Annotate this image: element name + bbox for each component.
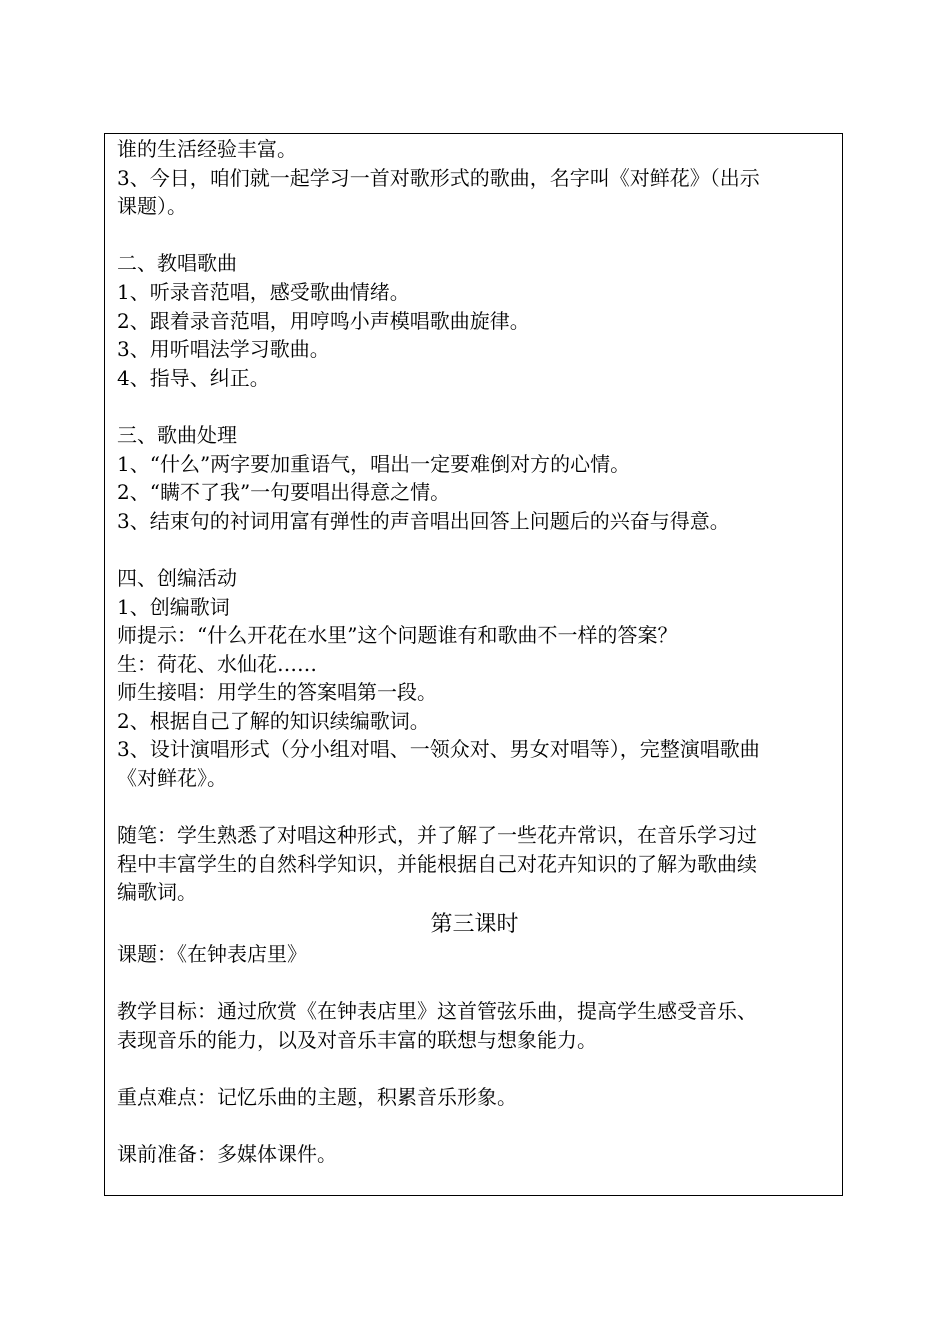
text-line: 2、“瞒不了我”一句要唱出得意之情。 — [117, 480, 451, 505]
text-line: 3、设计演唱形式（分小组对唱、一领众对、男女对唱等），完整演唱歌曲 — [117, 737, 760, 762]
blank-line — [117, 1054, 832, 1083]
section-heading-song-processing: 三、歌曲处理 — [117, 422, 237, 447]
goal-line: 表现音乐的能力，以及对音乐丰富的联想与想象能力。 — [117, 1027, 597, 1052]
section-heading-teach-song: 二、教唱歌曲 — [117, 251, 237, 276]
blank-line — [117, 969, 832, 998]
lesson-plan-content — [117, 134, 832, 1169]
blank-line — [117, 1112, 832, 1141]
text-line: 谁的生活经验丰富。 — [117, 137, 297, 161]
lesson-3-title: 第三课时 — [430, 912, 519, 938]
note-line: 程中丰富学生的自然科学知识，并能根据自己对花卉知识的了解为歌曲续 — [117, 851, 757, 876]
text-line: 4、指导、纠正。 — [117, 365, 270, 390]
prep-line: 课前准备：多媒体课件。 — [117, 1142, 337, 1167]
text-line: 《对鲜花》。 — [117, 766, 227, 791]
goal-line: 教学目标：通过欣赏《在钟表店里》这首管弦乐曲，提高学生感受音乐、 — [117, 999, 757, 1024]
text-line: 课题）。 — [117, 194, 187, 219]
note-line: 编歌词。 — [117, 880, 197, 905]
blank-line — [117, 392, 832, 421]
blank-line — [117, 793, 832, 822]
text-line: 3、用听唱法学习歌曲。 — [117, 337, 330, 362]
topic-line: 课题：《在钟表店里》 — [117, 942, 307, 967]
text-line: 1、听录音范唱，感受歌曲情绪。 — [117, 279, 410, 304]
section-heading-creative-activity: 四、创编活动 — [117, 565, 237, 590]
text-line: 师提示：“什么开花在水里”这个问题谁有和歌曲不一样的答案？ — [117, 623, 678, 648]
text-line: 3、结束句的衬词用富有弹性的声音唱出回答上问题后的兴奋与得意。 — [117, 508, 730, 533]
blank-line — [117, 535, 832, 564]
text-line: 师生接唱：用学生的答案唱第一段。 — [117, 680, 437, 705]
text-line: 2、根据自己了解的知识续编歌词。 — [117, 708, 430, 733]
text-line: 生：荷花、水仙花…… — [117, 651, 317, 676]
text-line: 1、创编歌词 — [117, 594, 230, 619]
text-line: 2、跟着录音范唱，用哼鸣小声模唱歌曲旋律。 — [117, 308, 530, 333]
note-line: 随笔：学生熟悉了对唱这种形式，并了解了一些花卉常识，在音乐学习过 — [117, 823, 757, 848]
text-line: 1、“什么”两字要加重语气，唱出一定要难倒对方的心情。 — [117, 451, 631, 476]
focus-line: 重点难点：记忆乐曲的主题，积累音乐形象。 — [117, 1085, 517, 1109]
blank-line — [117, 221, 832, 250]
lesson-plan-table-cell — [104, 133, 843, 1196]
text-line: 3、今日，咱们就一起学习一首对歌形式的歌曲，名字叫《对鲜花》（出示 — [117, 165, 760, 190]
